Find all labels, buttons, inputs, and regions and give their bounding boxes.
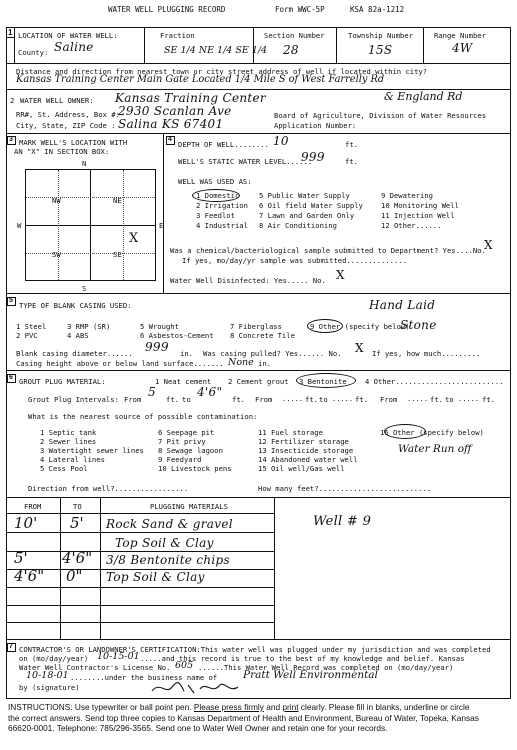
source-16: 16 Other (specify below) (380, 428, 484, 437)
form-number: Form WWC-5P (275, 5, 325, 14)
certification-line-3b: ......This Water Well Record was completed on (mo/day/year) (198, 663, 454, 672)
grout-opt-4: 4 Other......................... (365, 377, 504, 386)
certification-line-1: CONTRACTOR'S OR LANDOWNER'S CERTIFICATION:This water well was plugged under my jurisdiction and was completed (19, 645, 491, 654)
city-value: Salina KS 67401 (118, 117, 224, 131)
fraction-label: Fraction (160, 31, 195, 40)
interval-from-3: From (380, 395, 398, 404)
grid-north-label: N (82, 159, 87, 168)
casing-pulled-answer: X (355, 341, 364, 355)
table-row-1-material: Rock Sand & gravel (106, 517, 233, 531)
casing-opt-1: 1 Steel (16, 322, 47, 331)
section-5-number: 5 (9, 297, 13, 304)
ksa-number: KSA 82a-1212 (350, 5, 405, 14)
casing-height-value: None (228, 357, 254, 368)
distance-value: Kansas Training Center Main Gate Located 1/4 Mile S of West Farrelly Rd (16, 74, 385, 85)
source-9: 9 Feedyard (158, 455, 202, 464)
table-row-4-to: 0" (66, 567, 83, 585)
section-number-label: Section Number (264, 31, 325, 40)
casing-height-label: Casing height above or below land surface....... (16, 359, 224, 368)
interval-to-3: to (445, 395, 454, 404)
casing-opt-4: 4 ABS (67, 331, 89, 340)
board-label: Board of Agriculture, Division of Water Resources (274, 111, 487, 120)
interval-ft-4: ft. (355, 395, 368, 404)
distance-label: Distance and direction from nearest town or city street address of well if located within city? (16, 67, 428, 76)
source-10: 10 Livestock pens (158, 464, 232, 473)
casing-hand-laid: Hand Laid (369, 298, 436, 312)
certification-line-2a: on (mo/day/year) (19, 654, 89, 663)
casing-opt-3: 3 RMP (SR) (67, 322, 111, 331)
chem-sample-question: Was a chemical/bacteriological sample submitted to Department? Yes....No. (170, 246, 486, 255)
township-label: Township Number (348, 31, 413, 40)
source-1: 1 Septic tank (40, 428, 97, 437)
casing-opt-7: 7 Fiberglass (230, 322, 282, 331)
certification-line-3a: Water Well Contractor's License No. (19, 663, 171, 672)
source-11: 11 Fuel storage (258, 428, 323, 437)
township-value: 15S (368, 43, 393, 57)
address-label: RR#, St. Address, Box #: (16, 110, 120, 119)
certification-line-4: ........under the business name of (70, 673, 218, 682)
casing-opt-9: 9 Other (specify below) (310, 322, 410, 331)
chem-sample-answer: X (484, 238, 493, 252)
fraction-value: SE 1/4 NE 1/4 SE 1/4 (164, 45, 268, 56)
instructions (8, 702, 513, 734)
interval-from-1-value: 5 (148, 385, 156, 399)
section-4-number: 4 (168, 136, 172, 143)
source-3: 3 Watertight sewer lines (40, 446, 144, 455)
owner-value-2: & England Rd (384, 90, 463, 103)
interval-ft-6: ft. (482, 395, 495, 404)
use-11: 11 Injection Well (381, 211, 455, 220)
casing-opt-5: 5 Wrought (140, 322, 179, 331)
county-label: County: (18, 48, 49, 57)
grid-nw-label: NW (52, 196, 61, 205)
interval-from-1: From (124, 395, 142, 404)
static-level-unit: ft. (345, 157, 358, 166)
casing-opt-8: 8 Concrete Tile (230, 331, 295, 340)
how-many-feet-label: How many feet?.......................... (258, 484, 432, 493)
range-label: Range Number (434, 31, 486, 40)
interval-to-2: to (319, 395, 328, 404)
interval-ft-3: ft. (305, 395, 318, 404)
table-row-4-from: 4'6" (14, 567, 45, 585)
instructions-text-1d: print (282, 702, 299, 712)
interval-ft-1: ft. (166, 395, 179, 404)
source-12: 12 Fertilizer storage (258, 437, 349, 446)
depth-label: DEPTH OF WELL........ (178, 140, 269, 149)
grout-opt-2: 2 Cement grout (228, 377, 289, 386)
address-value: 2930 Scanlan Ave (118, 104, 232, 118)
source-13: 13 Insecticide storage (258, 446, 354, 455)
table-materials-header: PLUGGING MATERIALS (150, 502, 228, 511)
source-8: 8 Sewage lagoon (158, 446, 223, 455)
diameter-value: 999 (145, 340, 169, 354)
completion-date: 10-15-01 (97, 651, 140, 662)
casing-opt-6: 6 Asbestos-Cement (140, 331, 214, 340)
depth-value: 10 (273, 134, 289, 148)
table-row-4-material: Top Soil & Clay (106, 570, 205, 584)
diameter-label: Blank casing diameter...... (16, 349, 133, 358)
grout-opt-1: 1 Neat cement (155, 377, 212, 386)
instructions-text-1a: INSTRUCTIONS: Use typewriter or ball point pen. (8, 702, 194, 712)
source-15: 15 Oil well/Gas well (258, 464, 345, 473)
table-row-1-from: 10' (14, 514, 38, 532)
source-4: 4 Lateral lines (40, 455, 105, 464)
casing-height-unit: in. (258, 359, 271, 368)
grout-label: GROUT PLUG MATERIAL: (19, 377, 106, 386)
certification-line-2b: .....and this record is true to the best of my knowledge and belief. Kansas (140, 654, 465, 663)
table-from-header: FROM (24, 502, 42, 511)
use-4: 4 Industrial (196, 221, 248, 230)
city-label: City, State, ZIP Code : (16, 121, 116, 130)
use-1: 1 Domestic (196, 191, 240, 200)
section-number-value: 28 (283, 43, 299, 57)
source-other-value: Water Run off (398, 443, 472, 455)
table-row-3-material: 3/8 Bentonite chips (106, 553, 230, 567)
county-value: Saline (54, 40, 94, 54)
source-6: 6 Seepage pit (158, 428, 215, 437)
application-number-label: Application Number: (274, 121, 357, 130)
instructions-text-1e: clearly. Please fill in blanks, underline or circle (298, 702, 470, 712)
diameter-unit: in. (180, 349, 193, 358)
grid-west-label: W (17, 221, 22, 230)
table-row-1-to: 5' (70, 514, 84, 532)
interval-to-1-value: 4'6" (197, 385, 223, 399)
use-3: 3 Feedlot (196, 211, 235, 220)
business-name: Pratt Well Environmental (243, 669, 378, 681)
grid-ne-label: NE (113, 196, 122, 205)
disinfected-label: Water Well Disinfected: Yes..... No. (170, 276, 326, 285)
signature (150, 679, 240, 697)
use-10: 10 Monitoring Well (381, 201, 459, 210)
use-7: 7 Lawn and Garden Only (259, 211, 355, 220)
range-value: 4W (452, 41, 473, 55)
interval-ft-5: ft. (430, 395, 443, 404)
grid-sw-label: SW (52, 250, 61, 259)
owner-value: Kansas Training Center (115, 91, 266, 105)
use-5: 5 Public Water Supply (259, 191, 350, 200)
instructions-text-2: the correct answers. Send top three copies to Kansas Department of Health and Environment, Bureau of Water, Topeka, Kansas (8, 712, 479, 723)
instructions-text-1b: Please press firmly (193, 702, 264, 712)
well-location-mark: X (129, 231, 139, 246)
direction-label: Direction from well?................. (28, 484, 189, 493)
grout-opt-3: 3 Bentonite (299, 377, 347, 386)
table-to-header: TO (73, 502, 82, 511)
casing-stone: Stone (400, 318, 437, 332)
casing-opt-2: 2 PVC (16, 331, 38, 340)
grid-south-label: S (82, 284, 87, 293)
intervals-label: Grout Plug Intervals: (28, 395, 119, 404)
table-row-2-material: Top Soil & Clay (115, 536, 214, 550)
how-much-label: If yes, how much......... (372, 349, 481, 358)
casing-label: TYPE OF BLANK CASING USED: (19, 301, 132, 310)
table-row-3-to: 4'6" (62, 549, 93, 567)
section-1-number: 1 (8, 28, 13, 37)
source-5: 5 Cess Pool (40, 464, 88, 473)
static-level-value: 999 (301, 150, 325, 164)
source-2: 2 Sewer lines (40, 437, 97, 446)
record-date: 10-18-01 (26, 670, 69, 681)
form-title: WATER WELL PLUGGING RECORD (108, 5, 226, 14)
section-7-number: 7 (9, 643, 13, 650)
sample-date-label: If yes, mo/day/yr sample was submitted.............. (182, 256, 408, 265)
instructions-text-3: 66620-0001. Telephone: 785/296-3565. Send one to Water Well Owner and retain one for your records. (8, 723, 388, 733)
section-2-number: 2 (10, 96, 15, 105)
instructions-text-1c: and (263, 702, 283, 712)
interval-from-2: From (255, 395, 273, 404)
interval-ft-2: ft. (232, 395, 245, 404)
use-9: 9 Dewatering (381, 191, 433, 200)
section-3-number: 3 (9, 136, 13, 143)
section-6-number: 6 (9, 374, 13, 381)
table-row-3-from: 5' (14, 549, 28, 567)
use-2: 2 Irrigation (196, 201, 248, 210)
source-14: 14 Abandoned water well (258, 455, 358, 464)
use-8: 8 Air Conditioning (259, 221, 337, 230)
grid-se-label: SE (113, 250, 122, 259)
section-grid (25, 169, 156, 281)
source-7: 7 Pit privy (158, 437, 206, 446)
casing-pulled-question: Was casing pulled? Yes...... No. (203, 349, 342, 358)
well-number: Well # 9 (313, 514, 372, 529)
contamination-question: What is the nearest source of possible contamination: (28, 412, 258, 421)
use-6: 6 Oil field Water Supply (259, 201, 363, 210)
mark-location-label-2: AN "X" IN SECTION BOX: (14, 147, 110, 156)
owner-label: WATER WELL OWNER: (20, 96, 94, 105)
depth-unit: ft. (345, 140, 358, 149)
use-12: 12 Other...... (381, 221, 442, 230)
location-label: LOCATION OF WATER WELL: (18, 31, 118, 40)
grid-east-label: E (159, 221, 164, 230)
mark-location-label-1: MARK WELL'S LOCATION WITH (19, 138, 128, 147)
used-as-label: WELL WAS USED AS: (178, 177, 252, 186)
license-number: 605 (175, 660, 194, 671)
static-level-label: WELL'S STATIC WATER LEVEL...... (178, 157, 313, 166)
signature-label: by (signature) (19, 683, 80, 692)
interval-to-1: to (182, 395, 191, 404)
disinfected-answer: X (336, 268, 345, 282)
